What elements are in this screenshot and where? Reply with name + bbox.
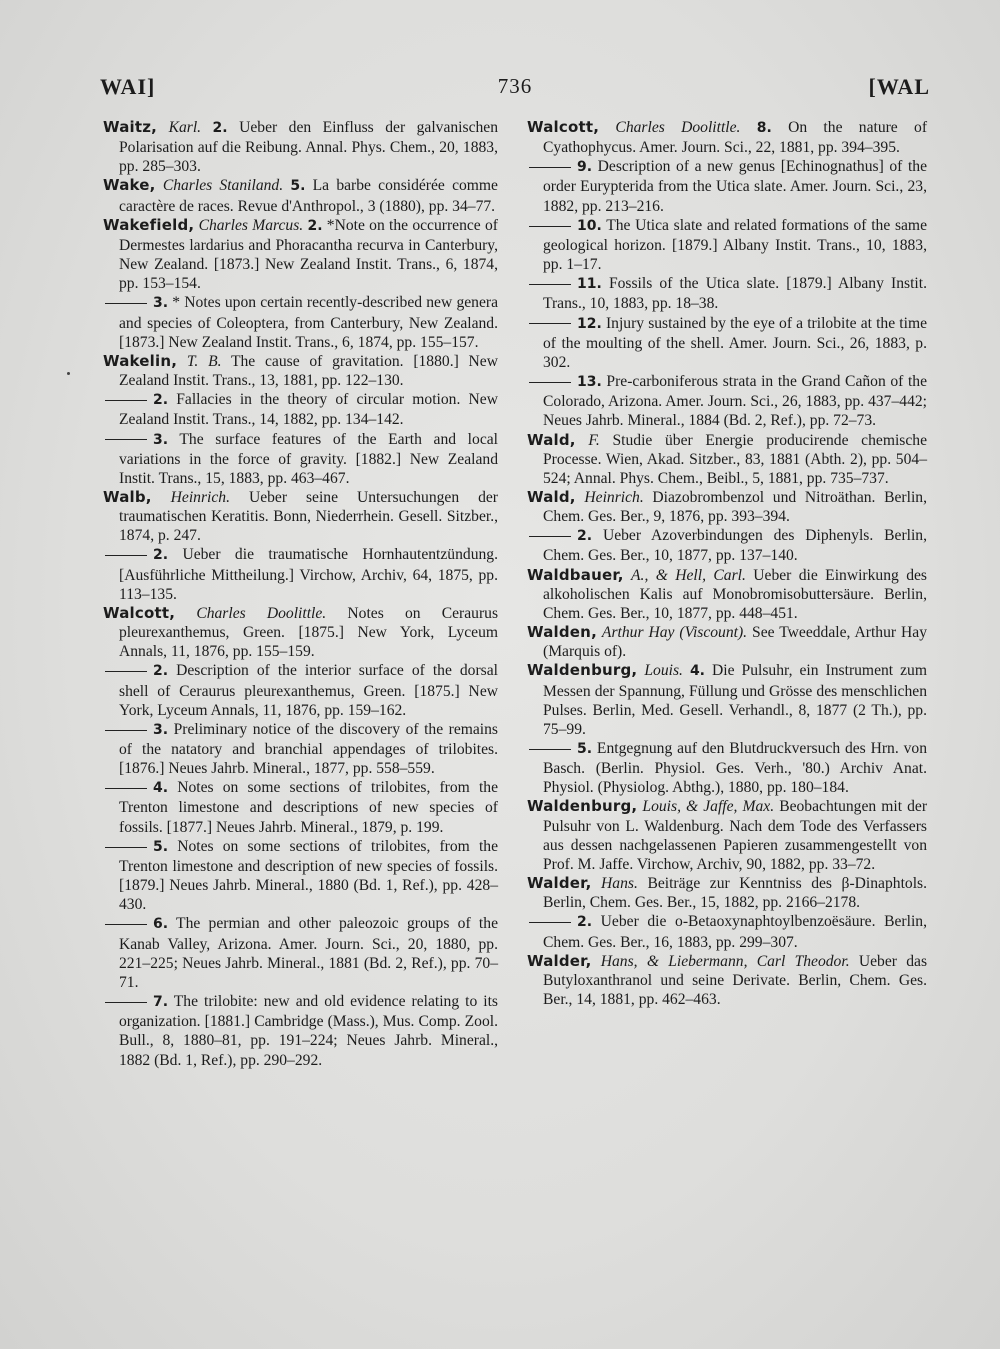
- bibliography-entry: [103, 293, 498, 351]
- bibliography-entry: [527, 739, 927, 797]
- bibliography-entry: [103, 118, 498, 176]
- bibliography-entry: [103, 992, 498, 1070]
- entry-text: Fallacies in the theory of circular motion. New Zealand Instit. Trans., 14, 1882, pp. 134–142.: [119, 391, 498, 429]
- ditto-dash: [105, 439, 147, 440]
- entry-text: La barbe considérée comme caractère de races. Revue d'Anthropol., 3 (1880), pp. 34–77.: [119, 177, 498, 215]
- entry-text: Description of a new genus [Echinognathus] of the order Eurypterida from the Utica slate. Amer. Journ. Sci., 23, 1882, pp. 213–216.: [543, 158, 927, 215]
- entry-author: Wald,: [527, 487, 576, 506]
- bibliography-entry: [103, 430, 498, 488]
- entry-given-name: Hans, & Liebermann, Carl Theodor.: [600, 952, 850, 970]
- entry-given-name: Heinrich.: [584, 488, 644, 506]
- ditto-dash: [105, 1002, 147, 1003]
- entry-number: 12.: [577, 315, 602, 332]
- entry-text: On the nature of Cyathophycus. Amer. Journ. Sci., 22, 1881, pp. 394–395.: [543, 119, 928, 157]
- entry-number: 5.: [153, 838, 169, 855]
- header-right-range: [WAL: [868, 74, 930, 99]
- ditto-dash: [529, 284, 571, 285]
- entry-given-name: Heinrich.: [170, 488, 230, 506]
- entry-text: Entgegnung auf den Blutdruckversuch des Hrn. von Basch. (Berlin. Physiol. Ges. Verh., '80.) Archiv Anat. Physiol. (Physiolog. Abthg.), 1880, pp. 180–184.: [543, 740, 927, 797]
- ditto-dash: [105, 671, 147, 672]
- entry-author: Waldenburg,: [527, 661, 638, 680]
- bibliography-entry: [527, 118, 927, 157]
- entry-author: Walcott,: [103, 603, 176, 622]
- bibliography-entry: [103, 604, 498, 661]
- right-column: [527, 118, 927, 1009]
- entry-number: 8.: [756, 120, 772, 136]
- entry-number: 2.: [153, 392, 169, 409]
- bibliography-entry: [527, 157, 927, 215]
- entry-author: Wakelin,: [103, 351, 178, 370]
- entry-number: 4.: [153, 780, 169, 797]
- entry-text: Ueber seine Untersuchungen der traumatischen Keratitis. Bonn, Niederrhein. Gesell. Sitzber., 1874, p. 247.: [119, 488, 498, 545]
- entry-author: Walden,: [527, 623, 597, 642]
- bibliography-entry: [527, 661, 927, 739]
- entry-given-name: Charles Staniland.: [162, 177, 284, 195]
- entry-number: 3.: [153, 431, 169, 448]
- bibliography-entry: [103, 778, 498, 836]
- entry-text: Fossils of the Utica slate. [1879.] Albany Instit. Trans., 10, 1883, pp. 18–38.: [543, 275, 927, 313]
- entry-number: 2.: [153, 663, 169, 680]
- bibliography-entry: [527, 372, 927, 430]
- entry-given-name: Karl.: [168, 119, 202, 136]
- entry-text: Injury sustained by the eye of a trilobite at the time of the moulting of the shell. Amer. Journ. Sci., 26, 1883, p. 302.: [543, 314, 927, 371]
- bibliography-entry: [527, 874, 927, 912]
- entry-author: Waldenburg,: [527, 797, 638, 816]
- entry-number: 2.: [307, 217, 323, 234]
- entry-number: 2.: [577, 528, 593, 545]
- entry-text: Beobachtungen mit der Pulsuhr von L. Waldenburg. Nach dem Tode des Verfassers aus dessen nachgelassenen Papieren zusammengestellt von Prof. M. Jaffe. Virchow, Archiv, 90, 1882, pp. 33–72.: [543, 798, 928, 873]
- entry-text: Ueber den Einfluss der galvanischen Polarisation auf die Reibung. Annal. Phys. Chem., 20, 1883, pp. 285–303.: [119, 119, 499, 176]
- bibliography-entry: [527, 952, 927, 1009]
- bibliography-entry: [103, 661, 498, 719]
- ditto-dash: [105, 730, 147, 731]
- entry-number: 9.: [577, 159, 593, 176]
- entry-given-name: Hans.: [601, 875, 638, 893]
- entry-author: Walder,: [527, 951, 592, 970]
- entry-text: The cause of gravitation. [1880.] New Zealand Instit. Trans., 13, 1881, pp. 122–130.: [119, 352, 498, 390]
- entry-given-name: A., & Hell, Carl.: [631, 566, 746, 584]
- ditto-dash: [529, 167, 571, 168]
- bibliography-entry: [527, 314, 927, 372]
- bibliography-entry: [103, 837, 498, 915]
- ditto-dash: [105, 555, 147, 556]
- entry-given-name: Louis, & Jaffe, Max.: [642, 798, 775, 816]
- bibliography-entry: [103, 216, 498, 294]
- entry-number: 10.: [577, 217, 602, 234]
- entry-text: Notes on some sections of trilobites, from the Trenton limestone and description of new species of fossils. [1879.] Neues Jahrb. Mineral., 1880 (Bd. 1, Ref.), pp. 428–430.: [119, 837, 498, 914]
- entry-number: 5.: [290, 178, 306, 195]
- entry-number: 5.: [577, 741, 593, 757]
- ditto-dash: [105, 400, 147, 401]
- page-number: 736: [497, 74, 533, 98]
- entry-author: Walder,: [527, 874, 592, 893]
- ditto-dash: [105, 847, 147, 848]
- entry-given-name: Charles Marcus.: [198, 216, 304, 234]
- bibliography-entry: [103, 176, 498, 215]
- bibliography-entry: [527, 566, 927, 623]
- ditto-dash: [529, 749, 571, 750]
- ditto-dash: [529, 536, 571, 537]
- entry-text: Ueber die o-Betaoxynaphtoylbenzoësäure. Berlin, Chem. Ges. Ber., 16, 1883, pp. 299–307.: [543, 913, 927, 951]
- entry-number: 2.: [153, 547, 169, 564]
- entry-author: Wakefield,: [103, 215, 195, 234]
- entry-author: Walb,: [103, 487, 152, 506]
- ditto-dash: [529, 226, 571, 227]
- ditto-dash: [105, 924, 147, 925]
- entry-text: Notes on some sections of trilobites, from the Trenton limestone and descriptions of new species of fossils. [1877.] Neues Jahrb. Mineral., 1879, p. 199.: [119, 779, 498, 836]
- entry-number: 3.: [153, 295, 169, 312]
- entry-text: Die Pulsuhr, ein Instrument zum Messen der Spannung, Füllung und Grösse des menschlichen Pulses. Berlin, Med. Gesell. Verhandl., 8, 1877 (2 Th.), pp. 75–99.: [543, 662, 927, 738]
- bibliography-entry: [527, 797, 927, 874]
- entry-author: Walcott,: [527, 118, 600, 136]
- entry-number: 2.: [577, 914, 593, 931]
- entry-author: Waldbauer,: [527, 565, 624, 584]
- entry-number: 3.: [153, 721, 169, 738]
- entry-author: Wake,: [103, 176, 156, 195]
- entry-given-name: F.: [588, 431, 600, 449]
- page-header: [100, 74, 930, 110]
- entry-given-name: Arthur Hay (Viscount).: [601, 624, 748, 642]
- entry-number: 11.: [577, 276, 602, 293]
- bibliography-entry: [103, 488, 498, 545]
- left-column: [103, 118, 498, 1070]
- ditto-dash: [529, 382, 571, 383]
- bibliography-entry: [103, 390, 498, 429]
- entry-text: The permian and other paleozoic groups of the Kanab Valley, Arizona. Amer. Journ. Sci., 20, 1880, pp. 221–225; Neues Jahrb. Mineral., 1881 (Bd. 2, Ref.), pp. 70–71.: [119, 915, 498, 991]
- bibliography-entry: [527, 623, 927, 661]
- bibliography-entry: [527, 488, 927, 526]
- entry-text: Beiträge zur Kenntniss des β-Dinaphtols. Berlin, Chem. Ges. Ber., 15, 1882, pp. 2166–2178.: [543, 875, 927, 912]
- entry-given-name: Charles Doolittle.: [196, 604, 327, 622]
- entry-number: 4.: [689, 663, 705, 680]
- entry-text: The surface features of the Earth and local variations in the force of gravity. [1882.] New Zealand Instit. Trans., 15, 1883, pp. 463–467.: [119, 430, 498, 487]
- entry-text: The trilobite: new and old evidence relating to its organization. [1881.] Cambridge (Mass.), Mus. Comp. Zool. Bull., 8, 1880–81, pp. 191–224; Neues Jahrb. Mineral., 1882 (Bd. 1, Ref.), pp. 290–292.: [119, 993, 498, 1069]
- entry-text: Ueber die Einwirkung des alkoholischen Kalis auf Monobromisobuttersäure. Berlin, Chem. Ges. Ber., 10, 1877, pp. 448–451.: [543, 566, 927, 622]
- entry-text: Description of the interior surface of the dorsal shell of Ceraurus pleurexanthemus, Green. [1875.] New York, Lyceum Annals, 11, 1876, pp. 159–162.: [119, 662, 498, 719]
- bibliography-entry: [527, 274, 927, 313]
- ditto-dash: [529, 323, 571, 324]
- entry-number: 13.: [577, 374, 602, 391]
- header-left-range: WAI]: [100, 74, 156, 99]
- entry-text: Preliminary notice of the discovery of the remains of the natatory and branchial appendages of trilobites. [1876.] Neues Jahrb. Mineral., 1877, pp. 558–559.: [119, 720, 499, 778]
- entry-text: Diazobrombenzol und Nitroäthan. Berlin, Chem. Ges. Ber., 9, 1876, pp. 393–394.: [543, 488, 927, 526]
- entry-text: Ueber das Butyloxanthranol und seine Derivate. Berlin, Chem. Ges. Ber., 14, 1881, pp. 462–463.: [543, 952, 928, 1009]
- entry-text: See Tweeddale, Arthur Hay (Marquis of).: [543, 624, 927, 661]
- bibliography-entry: [103, 352, 498, 390]
- bibliography-entry: [527, 431, 927, 488]
- bibliography-entry: [103, 720, 498, 778]
- bibliography-entry: [527, 526, 927, 565]
- entry-text: Pre-carboniferous strata in the Grand Cañon of the Colorado, Arizona. Amer. Journ. Sci., 26, 1883, pp. 437–442; Neues Jahrb. Mineral., 1884 (Bd. 2, Ref.), pp. 72–73.: [543, 373, 927, 430]
- entry-text: *Note on the occurrence of Dermestes lardarius and Phoracantha recurva in Canterbury, New Zealand. [1873.] New Zealand Instit. Trans., 6, 1874, pp. 153–154.: [119, 216, 498, 293]
- ditto-dash: [105, 303, 147, 304]
- bibliography-entry: [103, 914, 498, 992]
- entry-number: 6.: [153, 916, 169, 933]
- entry-text: Notes on Ceraurus pleurexanthemus, Green. [1875.] New York, Lyceum Annals, 11, 1876, pp. 155–159.: [119, 604, 499, 661]
- entry-number: 7.: [153, 994, 169, 1011]
- ditto-dash: [105, 788, 147, 789]
- entry-text: Studie über Energie producirende chemische Processe. Wien, Akad. Sitzber., 83, 1881 (Abth. 2), pp. 504–524; Annal. Phys. Chem., Beibl., 5, 1881, pp. 735–737.: [543, 431, 927, 487]
- entry-text: Ueber Azoverbindungen des Diphenyls. Berlin, Chem. Ges. Ber., 10, 1877, pp. 137–140.: [543, 527, 927, 565]
- entry-given-name: Louis.: [644, 662, 683, 680]
- scan-speck: [67, 372, 70, 375]
- entry-author: Wald,: [527, 430, 576, 449]
- ditto-dash: [529, 922, 571, 923]
- bibliography-entry: [527, 912, 927, 951]
- entry-given-name: T. B.: [186, 352, 222, 370]
- bibliography-entry: [527, 216, 927, 274]
- entry-text: Ueber die traumatische Hornhautentzündung. [Ausführliche Mittheilung.] Virchow, Archiv, 64, 1875, pp. 113–135.: [119, 546, 498, 603]
- entry-number: 2.: [212, 120, 228, 136]
- entry-text: * Notes upon certain recently-described new genera and species of Coleoptera, from Canterbury, New Zealand. [1873.] New Zealand Instit. Trans., 6, 1874, pp. 155–157.: [119, 294, 498, 351]
- entry-given-name: Charles Doolittle.: [615, 119, 741, 136]
- bibliography-entry: [103, 545, 498, 603]
- entry-author: Waitz,: [103, 118, 158, 136]
- entry-text: The Utica slate and related formations of the same geological horizon. [1879.] Albany Instit. Trans., 10, 1883, pp. 1–17.: [543, 216, 927, 274]
